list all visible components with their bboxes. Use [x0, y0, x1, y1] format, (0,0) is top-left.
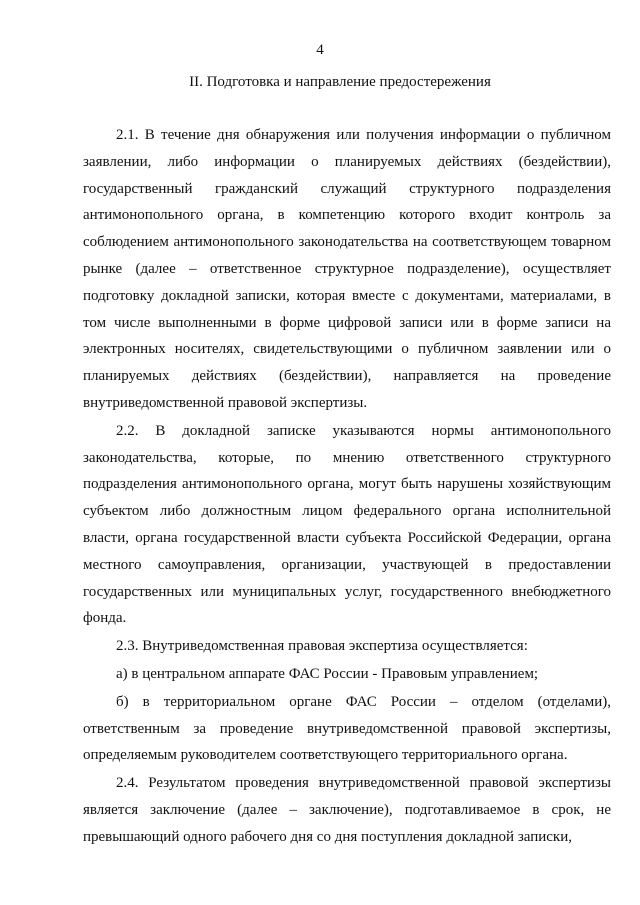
document-body — [83, 122, 611, 851]
paragraph-2-2: 2.2. В докладной записке указываются нормы антимонопольного законодательства, которые, по мнению ответственного структурного подразделения антимонопольного органа, могут быть нарушены хозяйствующим субъектом либо должностным лицом федерального органа исполнительной власти, органа государственной власти субъекта Российской Федерации, органа местного самоуправления, организации, участвующей в предоставлении государственных или муниципальных услуг, государственного внебюджетного фонда. — [83, 422, 611, 627]
page-number: 4 — [316, 42, 324, 58]
paragraph-2-4: 2.4. Результатом проведения внутриведомственной правовой экспертизы является заключение (далее – заключение), подготавливаемое в срок, не превышающий одного рабочего дня со дня поступления докладной записки, — [83, 775, 611, 845]
list-item-a: а) в центральном аппарате ФАС России - Правовым управлением; — [116, 665, 539, 682]
paragraph-2-3: 2.3. Внутриведомственная правовая экспертиза осуществляется: — [116, 638, 528, 655]
paragraph-2-1: 2.1. В течение дня обнаружения или получения информации о публичном заявлении, либо информации о планируемых действиях (бездействии), государственный гражданский служащий структурного подразделения антимонопольного органа, в компетенцию которого входит контроль за соблюдением антимонопольного законодательства на соответствующем товарном рынке (далее – ответственное структурное подразделение), осуществляет подготовку докладной записки, которая вместе с документами, материалами, в том числе выполненными в форме цифровой записи или в форме записи на электронных носителях, свидетельствующими о публичном заявлении или о планируемых действиях (бездействии), направляется на проведение внутриведомственной правовой экспертизы. — [83, 127, 611, 411]
section-title: II. Подготовка и направление предостережения — [189, 74, 491, 90]
list-item-b: б) в территориальном органе ФАС России – отделом (отделами), ответственным за проведение внутриведомственной правовой экспертизы, определяемым руководителем соответствующего территориального органа. — [83, 693, 611, 764]
